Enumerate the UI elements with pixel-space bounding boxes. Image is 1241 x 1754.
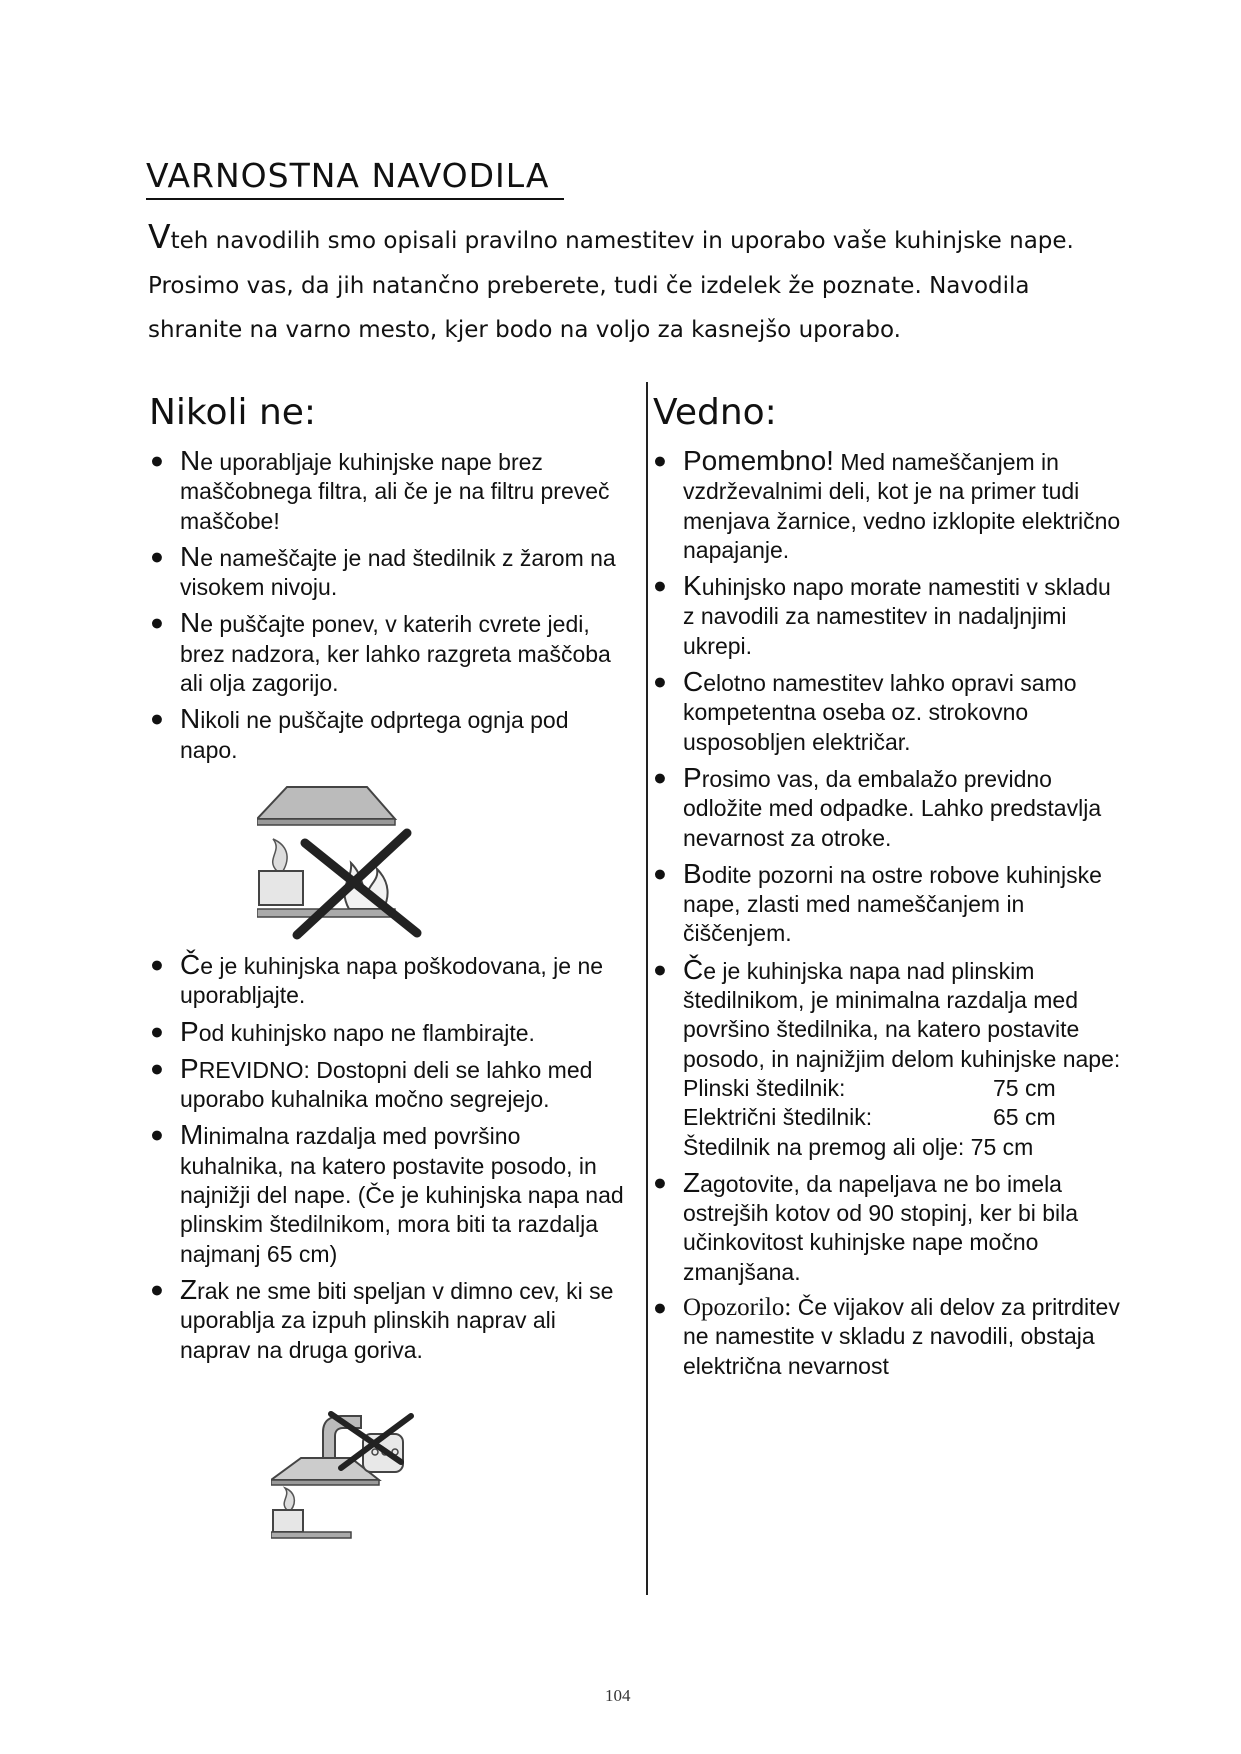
item-initial: P [180, 1052, 199, 1084]
list-item [150, 608, 620, 698]
list-item [150, 1120, 630, 1268]
hood-base [257, 819, 395, 825]
distance-row-coal: Štedilnik na premog ali olje: 75 cm [683, 1133, 1034, 1160]
bullet-icon: ● [653, 447, 667, 473]
item-initial: K [683, 570, 702, 602]
cross-line-1 [305, 843, 417, 933]
list-item [150, 1054, 630, 1115]
bullet-icon: ● [150, 447, 164, 473]
list-item [653, 571, 1123, 661]
never-list-bottom [150, 950, 630, 1365]
item-initial: P [683, 761, 702, 793]
item-initial: Z [683, 1166, 701, 1198]
bullet-icon: ● [150, 609, 164, 636]
item-lead: Pomembno! [683, 445, 834, 476]
item-text: e uporabljaje kuhinjske nape brez maščobnega filtra, ali če je na filtru preveč maščobe! [180, 449, 610, 534]
item-initial: M [180, 1119, 204, 1151]
item-text: odite pozorni na ostre robove kuhinjske nape, zlasti med nameščanjem in čiščenjem. [683, 861, 1102, 947]
list-item [150, 1275, 630, 1365]
list-item [653, 446, 1123, 565]
bullet-icon: ● [653, 668, 667, 695]
item-lead: Opozorilo: [683, 1294, 792, 1322]
item-text: inimalna razdalja med površino kuhalnika, na katero postavite posodo, in najnižji del nape. (Če je kuhinjska napa nad plinskim štedilnikom, mora biti ta razdalja najmanj 65 cm) [180, 1123, 624, 1267]
item-initial: P [180, 1015, 199, 1047]
item-text: e je kuhinjska napa poškodovana, je ne uporabljajte. [180, 953, 604, 1009]
pot-shape [273, 1510, 303, 1532]
item-text: rosimo vas, da embalažo previdno odložite med odpadke. Lahko predstavlja nevarnost za otroke. [683, 765, 1102, 851]
column-divider [646, 382, 648, 1595]
bullet-icon: ● [150, 1017, 164, 1044]
never-list-top [150, 446, 620, 765]
title-underline [146, 198, 564, 200]
distance-label: Plinski štedilnik: [683, 1074, 846, 1101]
distance-label: Električni štedilnik: [683, 1104, 873, 1131]
bullet-icon: ● [150, 951, 164, 977]
item-initial: N [180, 703, 201, 735]
no-flue-connection-illustration [271, 1410, 421, 1540]
page-number: 104 [605, 1686, 631, 1705]
distance-value: 65 cm [993, 1104, 1056, 1131]
intro-text: teh navodilih smo opisali pravilno namestitev in uporabo vaše kuhinjske nape. Prosimo vas, da jih natančno preberete, tudi če izdelek že poznate. Navodila shranite na varno mesto, kjer bodo na voljo za kasnejšo uporabo. [148, 228, 1074, 343]
bullet-icon: ● [653, 572, 667, 599]
hood-base [271, 1480, 379, 1485]
bullet-icon: ● [150, 705, 164, 732]
list-item [150, 1017, 630, 1048]
never-heading: Nikoli ne: [149, 392, 317, 433]
item-initial: N [180, 607, 201, 639]
item-initial: B [683, 857, 702, 889]
page-title: VARNOSTNA NAVODILA [146, 156, 550, 195]
bullet-icon: ● [653, 859, 667, 886]
item-text: rak ne sme biti speljan v dimno cev, ki se uporablja za izpuh plinskih naprav ali naprav na druga goriva. [180, 1277, 614, 1363]
hood-shape [257, 787, 395, 819]
list-item [150, 542, 620, 603]
always-heading: Vedno: [653, 392, 777, 433]
list-item [150, 950, 630, 1011]
item-text: od kuhinjsko napo ne flambirajte. [198, 1019, 535, 1046]
list-item [653, 1168, 1123, 1287]
item-initial: Z [180, 1273, 198, 1305]
item-initial: N [180, 445, 201, 476]
intro-paragraph [148, 215, 1128, 353]
distance-value: 75 cm [993, 1074, 1056, 1101]
item-text: REVIDNO: Dostopni deli se lahko med uporabo kuhalnika močno segrejejo. [180, 1056, 593, 1113]
item-text: e puščajte ponev, v katerih cvrete jedi, brez nadzora, ker lahko razgreta maščoba ali olja zagorijo. [180, 611, 611, 697]
no-open-flame-illustration [257, 783, 427, 943]
item-text: e nameščajte je nad štedilnik z žarom na visokem nivoju. [180, 544, 616, 601]
list-item [653, 955, 1123, 1162]
list-item [653, 1293, 1123, 1381]
bullet-icon: ● [653, 763, 667, 790]
item-initial: Č [683, 953, 704, 985]
item-text: e je kuhinjska napa nad plinskim štedilnikom, je minimalna razdalja med površino štedilnika, na katero postavite posodo, in najnižjim delom kuhinjske nape: [683, 957, 1121, 1072]
bullet-icon: ● [653, 1168, 667, 1195]
item-text: Med nameščanjem in vzdrževalnimi deli, kot je na primer tudi menjava žarnice, vedno izklopite električno napajanje. [683, 449, 1121, 563]
intro-drop-letter: V [148, 217, 171, 256]
bullet-icon: ● [150, 1054, 164, 1081]
bullet-icon: ● [150, 1275, 164, 1302]
steam-shape [273, 839, 287, 871]
item-initial: N [180, 540, 201, 572]
always-list [653, 446, 1123, 1381]
stove-shape [271, 1532, 351, 1538]
list-item [653, 763, 1123, 853]
item-text: elotno namestitev lahko opravi samo kompetentna oseba oz. strokovno usposobljen električar. [683, 670, 1077, 755]
item-initial: Č [180, 949, 201, 980]
steam-shape [284, 1488, 294, 1510]
bullet-icon: ● [653, 955, 667, 982]
item-initial: C [683, 666, 704, 698]
bullet-icon: ● [150, 542, 164, 569]
list-item [150, 704, 620, 765]
distance-row-gas [683, 1074, 1123, 1103]
bullet-icon: ● [653, 1294, 667, 1321]
bullet-icon: ● [150, 1121, 164, 1148]
list-item [150, 446, 620, 536]
distance-row-electric [683, 1103, 1123, 1132]
item-text: agotovite, da napeljava ne bo imela ostrejših kotov od 90 stopinj, ker bi bila učinkovitost kuhinjske nape močno zmanjšana. [683, 1170, 1079, 1285]
item-text: ikoli ne puščajte odprtega ognja pod napo. [180, 707, 569, 763]
item-text: uhinjsko napo morate namestiti v skladu z navodili za namestitev in nadaljnjimi ukrepi. [683, 574, 1111, 659]
list-item [653, 859, 1123, 949]
item-text: Če vijakov ali delov za pritrditev ne namestite v skladu z navodili, obstaja električna nevarnost [683, 1294, 1120, 1379]
pot-shape [259, 871, 303, 905]
list-item [653, 667, 1123, 757]
